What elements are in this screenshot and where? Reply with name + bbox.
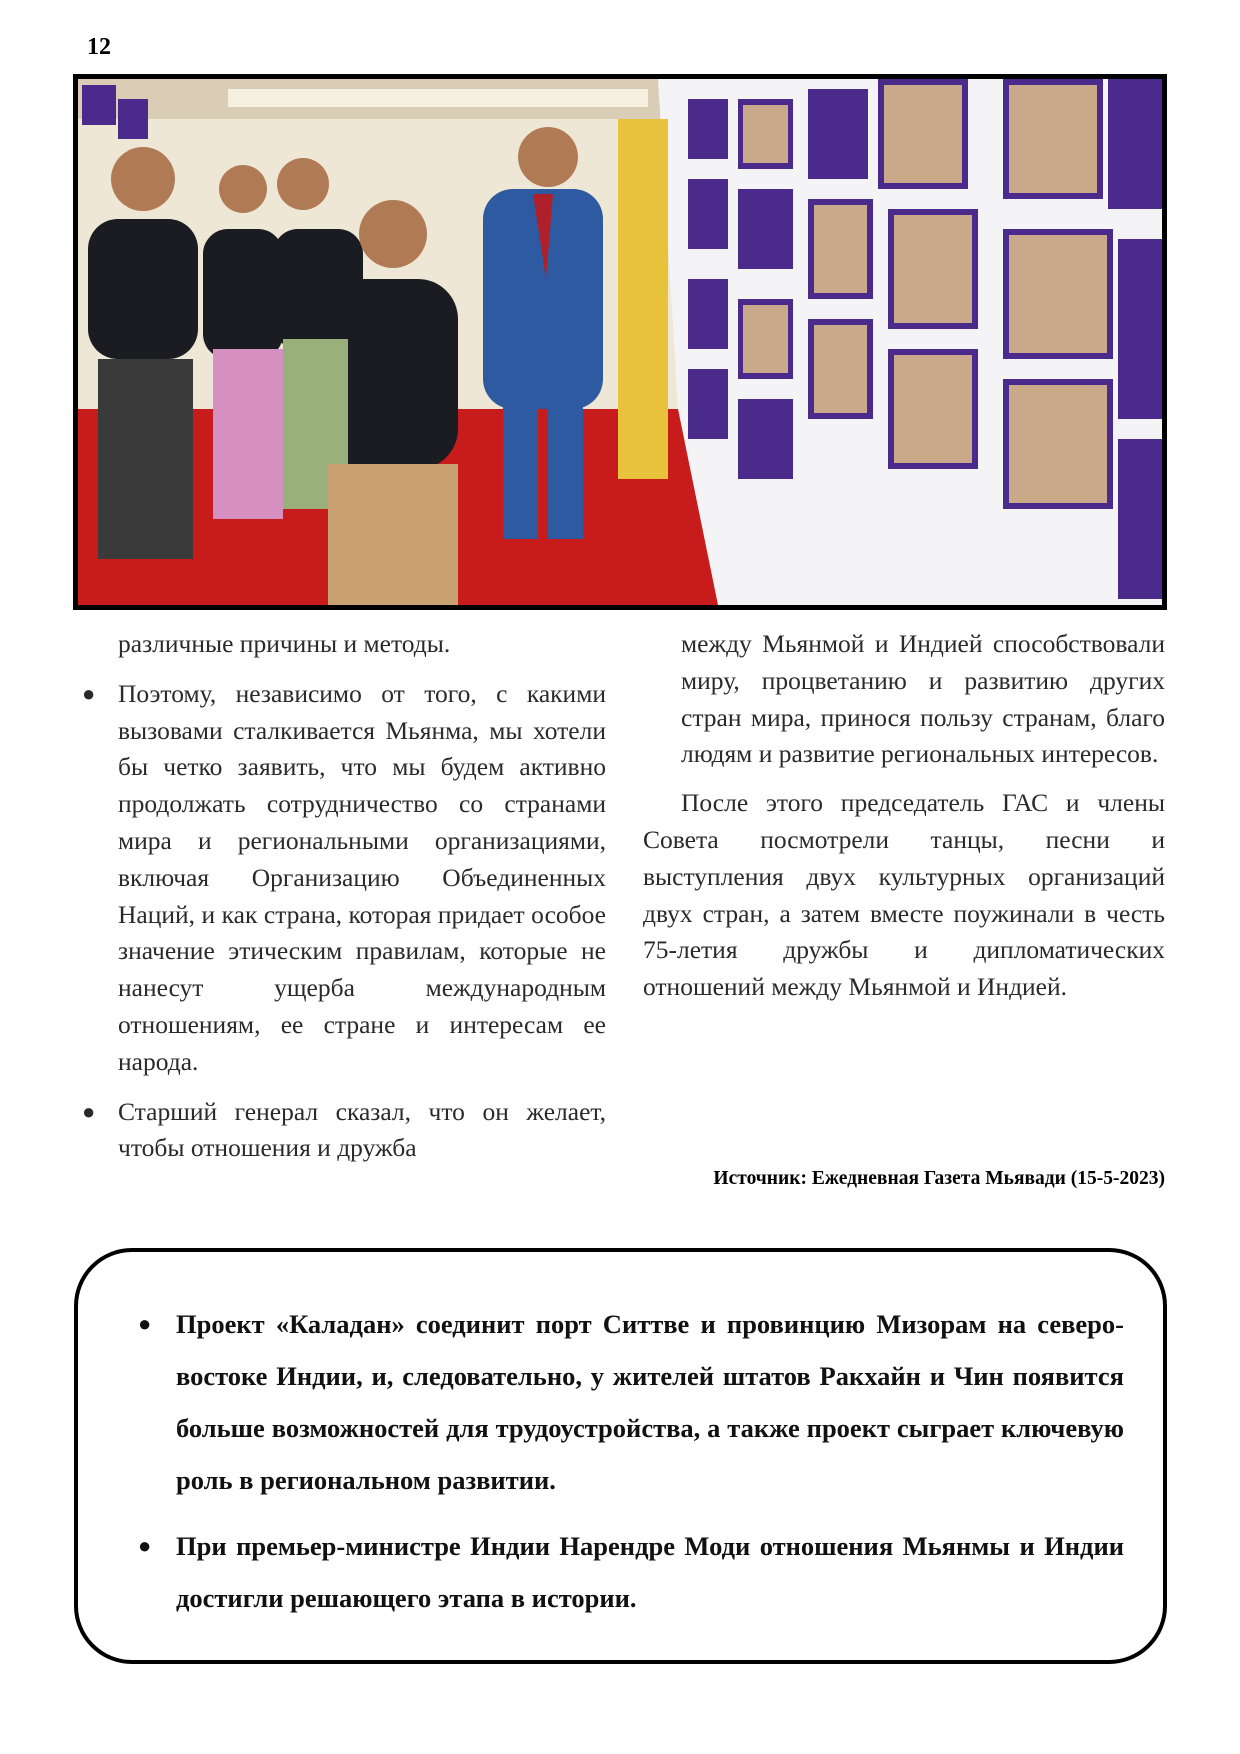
left-bullet-1: ● Поэтому, независимо от того, с какими вызовами сталкивается Мьянма, мы хотели бы четко заявить, что мы будем активно продолжать сотрудничество со странами мира и региональными организациями, включая Организацию Объединенных Наций, и как страна, которая придает особое значение этическим правилам, которые не нанесут ущерба международным отношениям, ее стране и интересам ее народа.	[80, 676, 606, 1081]
left-bullet-2: ● Старший генерал сказал, что он желает, чтобы отношения и дружба	[80, 1094, 606, 1168]
event-photo	[73, 74, 1167, 610]
highlight-item: ● Проект «Каладан» соединит порт Ситтве и провинцию Мизорам на северо-востоке Индии, и, следовательно, у жителей штатов Ракхайн и Чин появится больше возможностей для трудоустройства, а также проект сыграет ключевую роль в региональном развитии.	[138, 1298, 1124, 1506]
bullet-icon: ●	[82, 680, 96, 706]
highlight-item: ● При премьер-министре Индии Нарендре Моди отношения Мьянмы и Индии достигли решающего этапа в истории.	[138, 1520, 1124, 1624]
highlight-list	[138, 1298, 1124, 1638]
right-paragraph: После этого председатель ГАС и члены Совета посмотрели танцы, песни и выступления двух культурных организаций двух стран, а затем вместе поужинали в честь 75-летия дружбы и дипломатических отношений между Мьянмой и Индией.	[643, 788, 1165, 1002]
left-continuation: различные причины и методы.	[118, 629, 451, 658]
source-citation: Источник: Ежедневная Газета Мьявади (15-5-2023)	[713, 1168, 1165, 1189]
right-column	[643, 626, 1165, 1006]
bullet-icon: ●	[138, 1533, 152, 1558]
highlight-box	[74, 1248, 1167, 1664]
right-continuation: между Мьянмой и Индией способствовали миру, процветанию и развитию других стран мира, принося пользу странам, благо людям и развитие региональных интересов.	[681, 629, 1165, 769]
page-number: 12	[87, 34, 111, 60]
left-column	[80, 626, 606, 1167]
bullet-icon: ●	[82, 1098, 96, 1124]
photo-icon	[78, 79, 1162, 605]
bullet-icon: ●	[138, 1311, 152, 1336]
